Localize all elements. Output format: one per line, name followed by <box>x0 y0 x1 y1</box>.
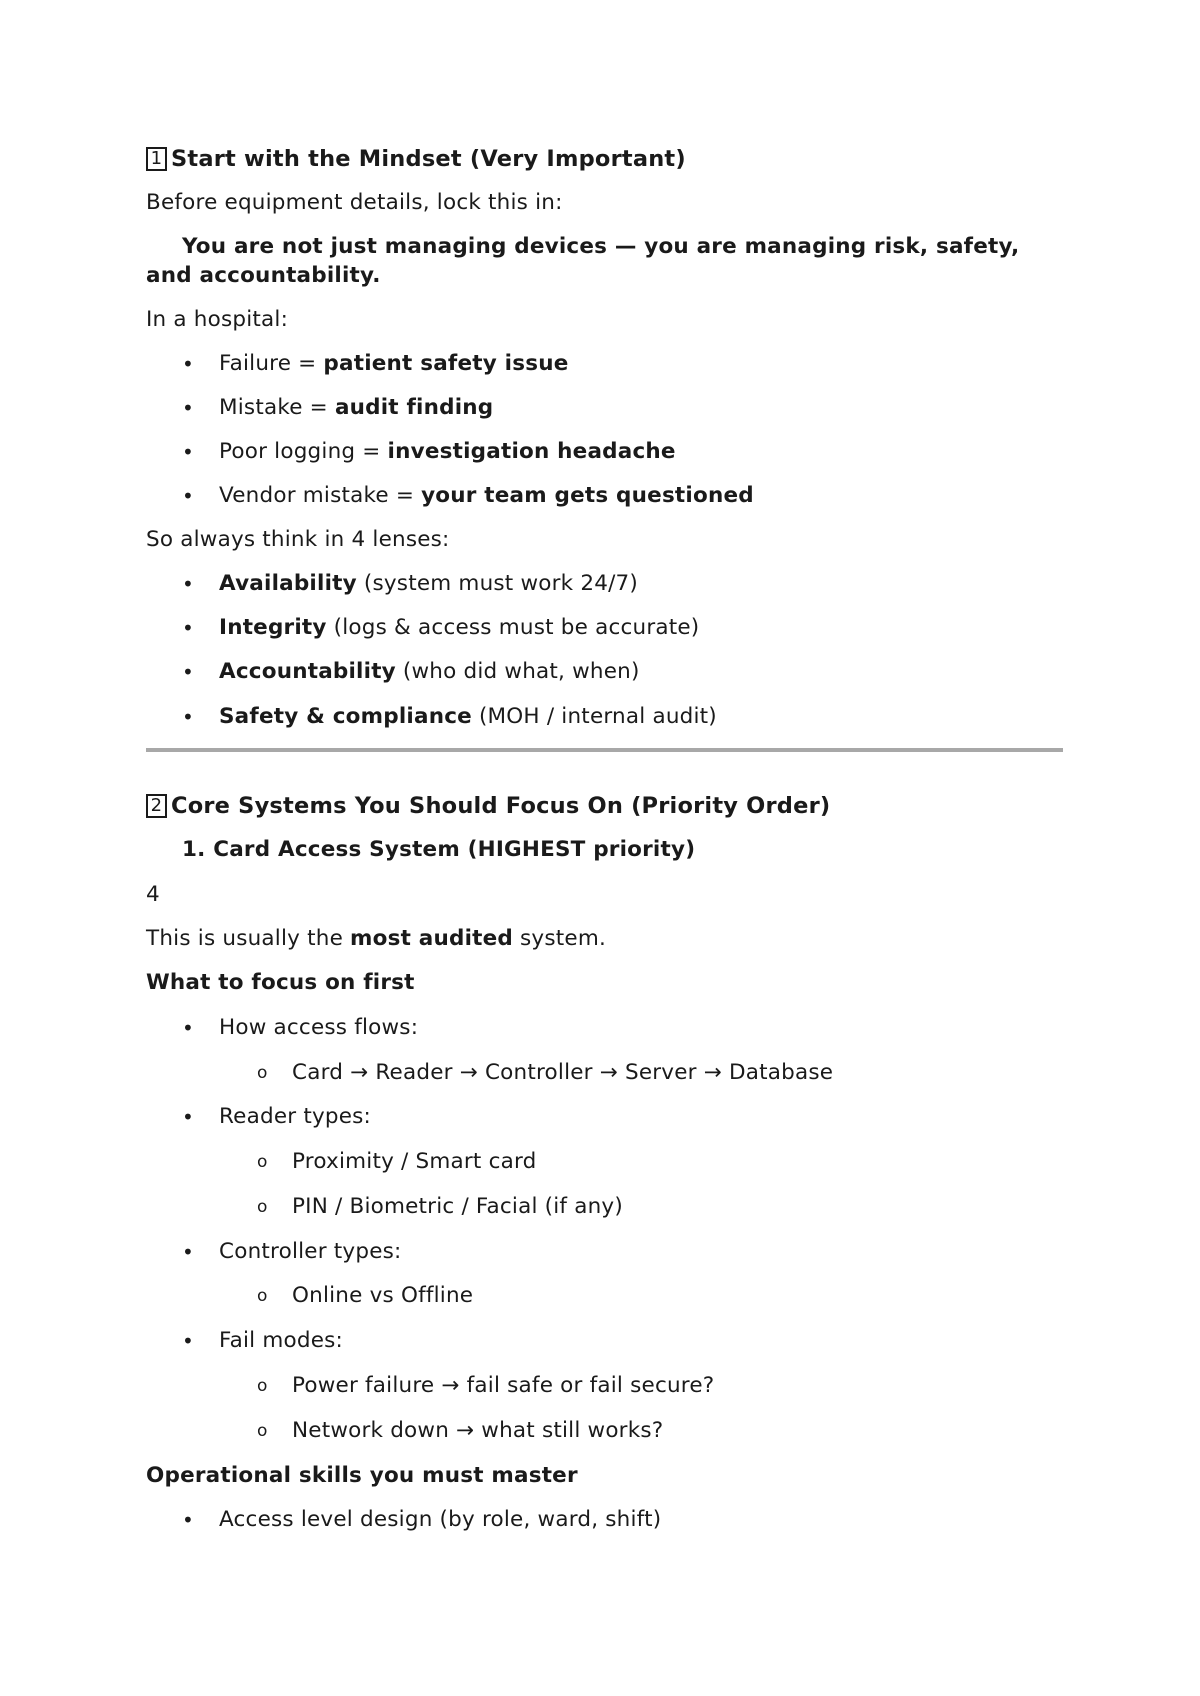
sub-bullet-icon: o <box>257 1421 268 1441</box>
list-item: Availability (system must work 24/7) <box>219 571 638 596</box>
list-item: Failure = patient safety issue <box>219 351 569 376</box>
hospital-intro: In a hospital: <box>146 307 289 332</box>
sub-list-item: Proximity / Smart card <box>292 1149 537 1174</box>
bullet-icon: • <box>182 1329 194 1353</box>
sub-bullet-icon: o <box>257 1063 268 1083</box>
list-item: Mistake = audit finding <box>219 395 494 420</box>
lenses-intro: So always think in 4 lenses: <box>146 527 450 552</box>
sub-list-item: Power failure → fail safe or fail secure? <box>292 1373 715 1398</box>
list-item: Controller types: <box>219 1239 402 1264</box>
focus-heading: What to focus on first <box>146 970 415 995</box>
bullet-icon: • <box>182 396 194 420</box>
list-item: Poor logging = investigation headache <box>219 439 676 464</box>
bullet-icon: • <box>182 1240 194 1264</box>
list-item: Vendor mistake = your team gets questioned <box>219 483 754 508</box>
list-item: Fail modes: <box>219 1328 343 1353</box>
mindset-intro: Before equipment details, lock this in: <box>146 190 563 215</box>
quote-line-2: and accountability. <box>146 263 381 288</box>
bullet-icon: • <box>182 1508 194 1532</box>
sub-list-item: PIN / Biometric / Facial (if any) <box>292 1194 623 1219</box>
bullet-icon: • <box>182 1105 194 1129</box>
horizontal-divider <box>146 748 1063 752</box>
sub-bullet-icon: o <box>257 1197 268 1217</box>
bullet-icon: • <box>182 660 194 684</box>
bullet-icon: • <box>182 484 194 508</box>
bullet-icon: • <box>182 572 194 596</box>
bullet-icon: • <box>182 440 194 464</box>
section-1-number-box: 1 <box>146 147 167 171</box>
sub-bullet-icon: o <box>257 1376 268 1396</box>
quote-line-1: You are not just managing devices — you are managing risk, safety, <box>182 234 1020 259</box>
sub-list-item: Network down → what still works? <box>292 1418 664 1443</box>
section-1-title: Start with the Mindset (Very Important) <box>171 146 686 172</box>
sub-list-item: Online vs Offline <box>292 1283 474 1308</box>
sub-bullet-icon: o <box>257 1152 268 1172</box>
bullet-icon: • <box>182 1016 194 1040</box>
sub-list-item: Card → Reader → Controller → Server → Database <box>292 1060 834 1085</box>
list-item: Accountability (who did what, when) <box>219 659 640 684</box>
list-item: How access flows: <box>219 1015 419 1040</box>
section-2-number-box: 2 <box>146 794 167 818</box>
section-2-heading <box>146 793 830 819</box>
bullet-icon: • <box>182 352 194 376</box>
section-1-heading <box>146 146 686 172</box>
audit-sentence: This is usually the most audited system. <box>146 926 606 951</box>
bullet-icon: • <box>182 616 194 640</box>
sub-bullet-icon: o <box>257 1286 268 1306</box>
card-access-subtitle: 1. Card Access System (HIGHEST priority) <box>182 837 696 862</box>
list-item: Access level design (by role, ward, shift) <box>219 1507 662 1532</box>
list-item: Reader types: <box>219 1104 371 1129</box>
list-item: Safety & compliance (MOH / internal audit) <box>219 704 717 729</box>
bullet-icon: • <box>182 705 194 729</box>
list-item: Integrity (logs & access must be accurate) <box>219 615 700 640</box>
stray-number: 4 <box>146 882 160 907</box>
skills-heading: Operational skills you must master <box>146 1463 578 1488</box>
section-2-title: Core Systems You Should Focus On (Priority Order) <box>171 793 831 819</box>
